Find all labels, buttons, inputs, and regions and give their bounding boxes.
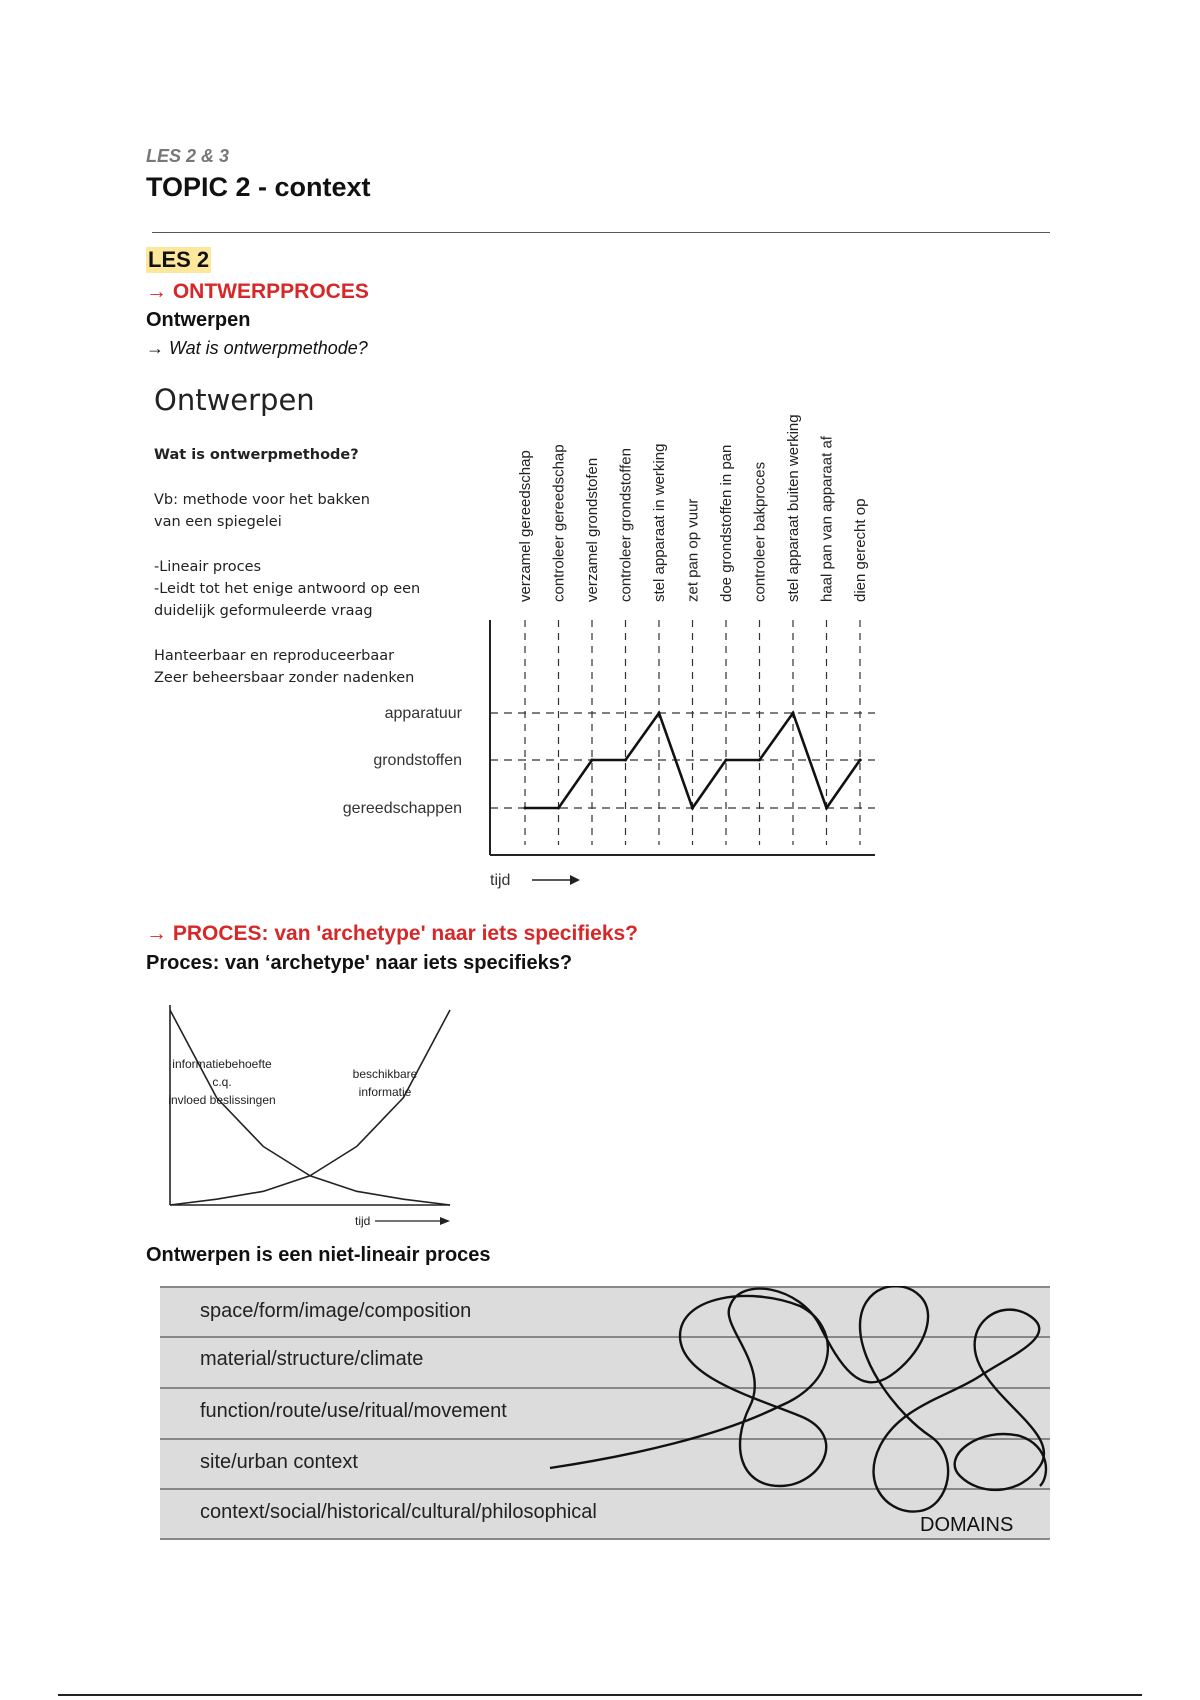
category-label: controleer bakproces [751,461,769,602]
curve-label: informatie [358,1085,412,1099]
domain-label: material/structure/climate [200,1348,424,1370]
x-axis-arrowhead [570,875,580,885]
slide-bullet: duidelijk geformuleerde vraag [154,603,373,619]
slide-bullet: -Leidt tot het enige antwoord op een [154,581,421,597]
curve-label: c.q. [212,1075,232,1089]
x-axis-arrowhead [440,1217,450,1225]
level-label: apparatuur [384,705,462,722]
domain-label: function/route/use/ritual/movement [200,1400,507,1422]
scribble-line [160,1286,1050,1540]
les-label: LES 2 [148,247,210,272]
information-chart [150,995,470,1235]
process-point [825,807,828,810]
domain-label: space/form/image/composition [200,1300,472,1322]
process-point [524,807,527,810]
category-label: haal pan van apparaat af [818,436,836,602]
slide-note: Hanteerbaar en reproduceerbaar [154,648,395,664]
category-label: zet pan op vuur [684,498,702,602]
category-label: stel apparaat in werking [651,443,668,602]
process-point [758,759,761,762]
domain-label: context/social/historical/cultural/philosophical [200,1501,597,1523]
slide-title: Ontwerpen [154,383,315,417]
slide-note: Zeer beheersbaar zonder nadenken [154,670,415,686]
curve-label: beschikbare [352,1067,418,1081]
process-point [792,712,795,715]
footer-rule [58,1694,1142,1696]
level-label: gereedschappen [342,800,462,817]
level-label: grondstoffen [373,752,462,769]
slide-example-line1: Vb: methode voor het bakken [154,492,370,508]
process-point [725,759,728,762]
curve-label: invloed beslissingen [168,1093,276,1107]
process-point [658,712,661,715]
page-title: TOPIC 2 - context [146,172,371,202]
process-point [557,807,560,810]
process-point [591,759,594,762]
category-label: dien gerecht op [852,498,869,602]
domains-diagram [160,1286,1050,1540]
section-proces-subheading: Proces: van ‘archetype' naar iets specifieks? [146,952,573,974]
section-ontwerpen-subheading: Ontwerpen [146,309,251,331]
section-ontwerpproces-heading: → ONTWERPPROCES [146,280,369,303]
x-axis-label: tijd [355,1214,371,1228]
process-chart [320,380,900,900]
lesson-kicker: LES 2 & 3 [146,146,230,166]
category-label: verzamel grondstofen [584,457,601,602]
question-text: → Wat is ontwerpmethode? [146,338,368,358]
curve-label: informatiebehoefte [172,1057,272,1071]
category-label: verzamel gereedschap [517,450,534,602]
section-proces-heading: → PROCES: van 'archetype' naar iets specifieks? [146,922,639,945]
category-label: stel apparaat buiten werking [785,414,802,602]
x-axis-label: tijd [490,872,511,889]
section-nonlinear-heading: Ontwerpen is een niet-lineair proces [146,1244,491,1266]
process-point [859,759,862,762]
category-label: doe grondstoffen in pan [718,444,735,602]
category-label: controleer gereedschap [550,444,568,602]
slide-bullet: -Lineair proces [154,559,262,575]
process-point [624,759,627,762]
slide-subtitle: Wat is ontwerpmethode? [154,447,359,463]
divider [152,232,1050,233]
domains-label: DOMAINS [920,1514,1014,1536]
category-label: controleer grondstoffen [617,448,635,602]
domain-label: site/urban context [200,1451,358,1473]
curve-series [170,1010,450,1205]
slide-example-line2: van een spiegelei [154,514,282,530]
process-point [691,807,694,810]
